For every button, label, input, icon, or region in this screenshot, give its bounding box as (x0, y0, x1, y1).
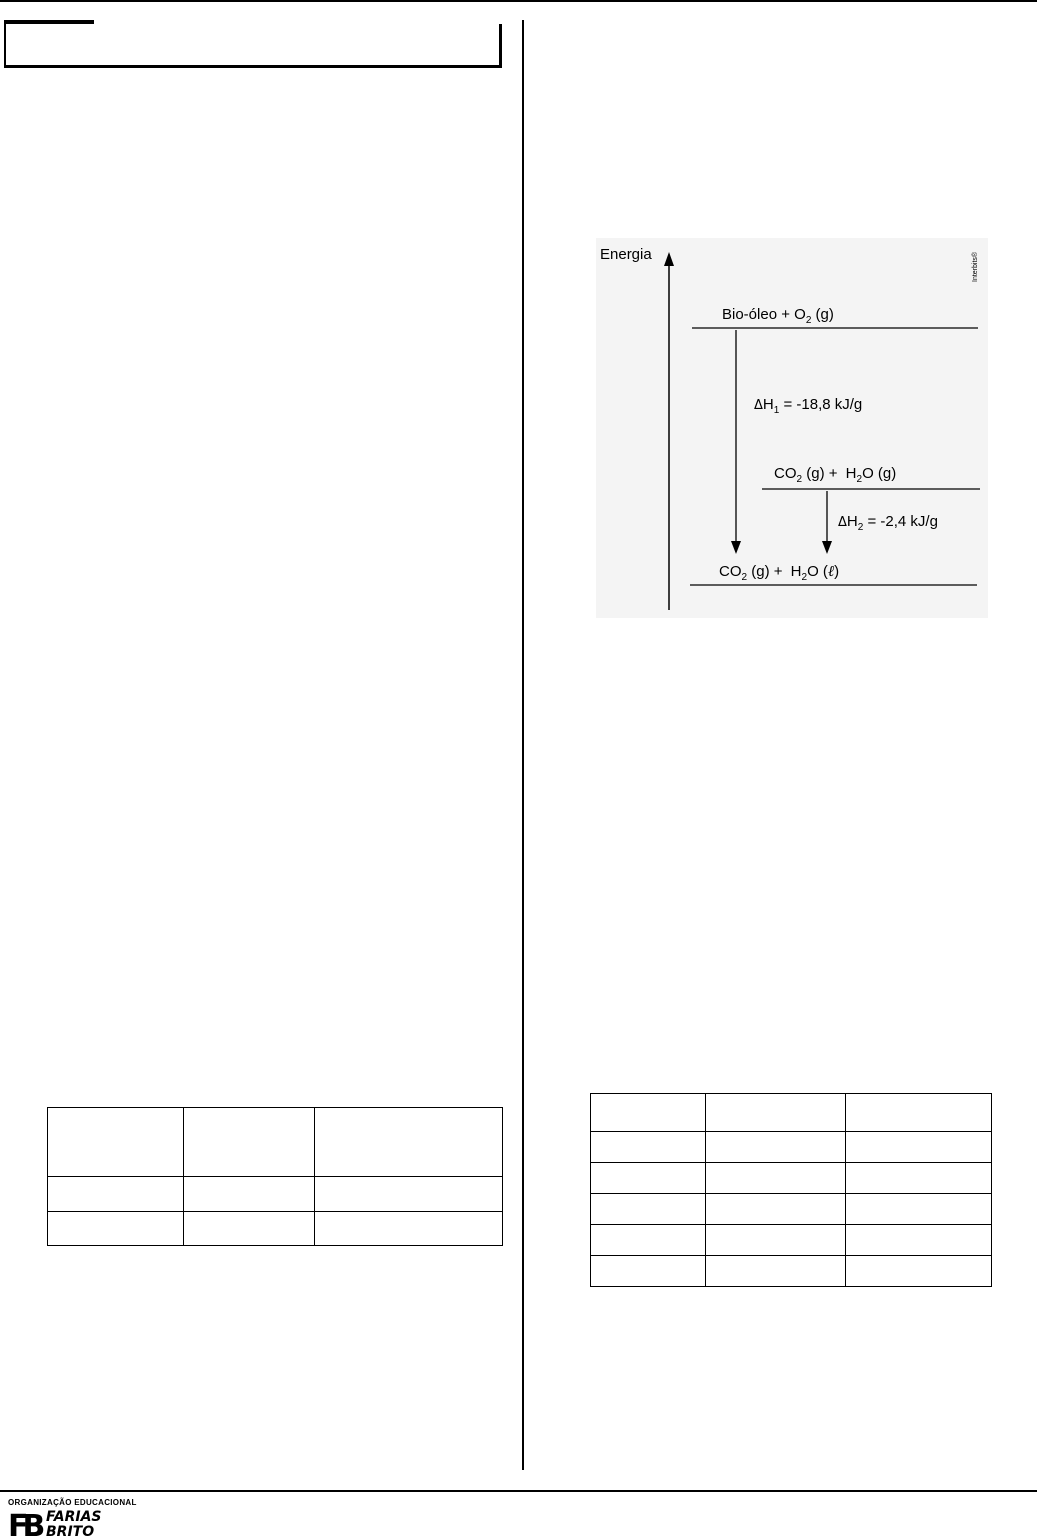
header-rule (0, 0, 1037, 2)
table-row (591, 1094, 992, 1132)
dh1-arrowhead (731, 541, 741, 554)
table-cell (48, 1212, 184, 1246)
logo-brand-line1: FARIAS (46, 1509, 102, 1525)
energy-axis-arrowhead (664, 252, 674, 266)
table-row (591, 1132, 992, 1163)
table-cell (706, 1094, 846, 1132)
table-cell (184, 1108, 315, 1177)
table-cell (591, 1163, 706, 1194)
table-cell (846, 1256, 992, 1287)
table-cell (184, 1212, 315, 1246)
dh1-label: $\Delta H_1 = -18,8$ kJ/g (754, 396, 863, 416)
dh2-label: $\Delta H_2 = -2,4$ kJ/g (838, 513, 938, 533)
energy-axis-label: Energia (600, 246, 652, 263)
energy-diagram (596, 238, 988, 618)
farias-brito-logo (8, 1508, 130, 1538)
level-bottom-label: $CO_2$ $(g) + H_2O$ (ℓ) (719, 563, 840, 583)
table-cell (846, 1163, 992, 1194)
table-row (48, 1177, 503, 1212)
table-row (591, 1194, 992, 1225)
table-cell (591, 1132, 706, 1163)
left-table (47, 1107, 503, 1246)
table-cell (315, 1108, 503, 1177)
table-cell (591, 1094, 706, 1132)
right-table (590, 1093, 992, 1287)
table-cell (48, 1177, 184, 1212)
table-cell (315, 1177, 503, 1212)
logo-org-label: ORGANIZAÇÃO EDUCACIONAL (8, 1498, 137, 1507)
table-row (591, 1256, 992, 1287)
footer-rule (0, 1490, 1037, 1492)
level-top-label: Bio-óleo + $O_2$ (g) (722, 306, 834, 326)
table-cell (846, 1194, 992, 1225)
watermark: Interbits® (972, 251, 979, 282)
table-row (591, 1225, 992, 1256)
table-cell (846, 1225, 992, 1256)
table-cell (48, 1108, 184, 1177)
table-cell (706, 1163, 846, 1194)
table-cell (591, 1256, 706, 1287)
table-cell (706, 1132, 846, 1163)
table-cell (846, 1094, 992, 1132)
table-cell (591, 1225, 706, 1256)
table-cell (315, 1212, 503, 1246)
column-divider (522, 20, 524, 1470)
logo-brand-line2: BRITO (46, 1524, 95, 1538)
logo-monogram: FB (8, 1509, 40, 1538)
table-row (591, 1163, 992, 1194)
dh2-arrowhead (822, 541, 832, 554)
table-row (48, 1212, 503, 1246)
table-cell (706, 1225, 846, 1256)
table-cell (706, 1194, 846, 1225)
table-cell (184, 1177, 315, 1212)
table-cell (706, 1256, 846, 1287)
table-cell (591, 1194, 706, 1225)
title-box (4, 24, 502, 68)
table-row (48, 1108, 503, 1177)
level-mid-label: $CO_2$ $(g) + H_2O$ (g) (774, 465, 897, 485)
table-cell (846, 1132, 992, 1163)
